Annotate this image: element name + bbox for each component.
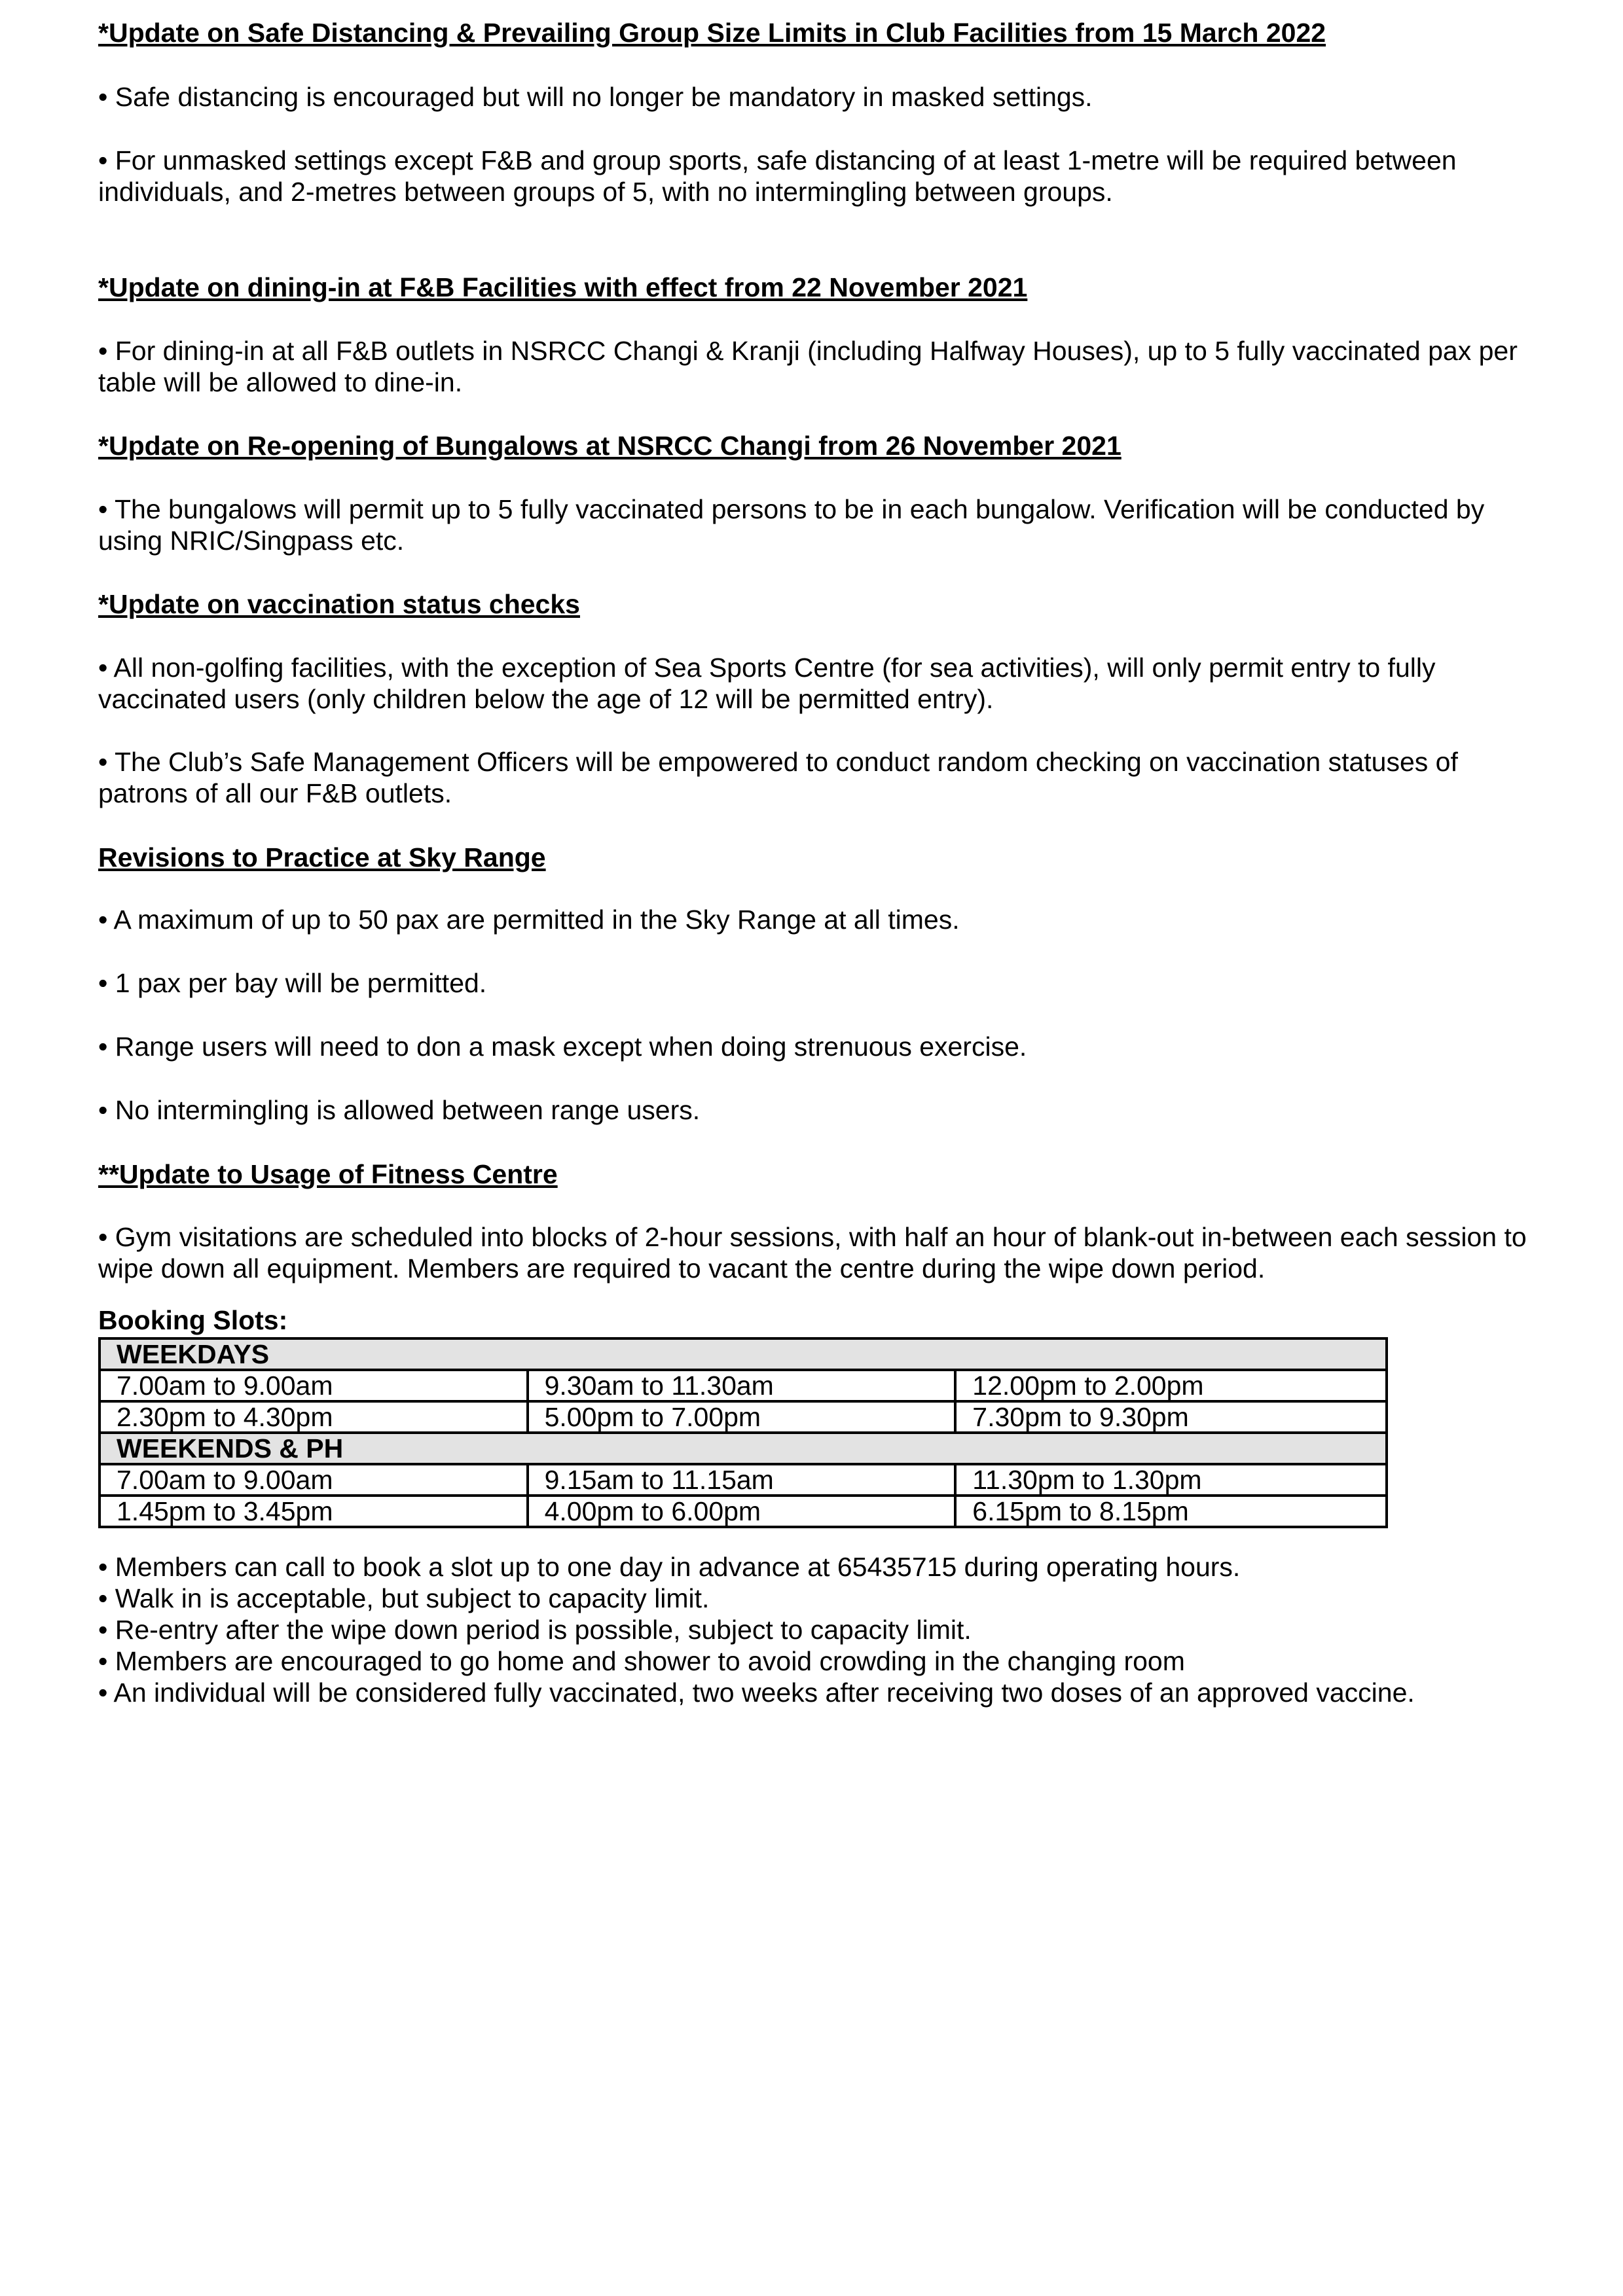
table-group-row	[100, 1433, 1387, 1464]
bullet-sky-range-max: • A maximum of up to 50 pax are permitted in the Sky Range at all times.	[98, 905, 960, 935]
note-walk-in: • Walk in is acceptable, but subject to capacity limit.	[98, 1583, 710, 1613]
table-group-row	[100, 1338, 1387, 1370]
table-row	[100, 1464, 1387, 1496]
slot-cell: 4.00pm to 6.00pm	[528, 1496, 956, 1527]
section-heading-fitness-centre: **Update to Usage of Fitness Centre	[98, 1159, 558, 1189]
slot-cell: 7.30pm to 9.30pm	[955, 1401, 1387, 1433]
bullet-sky-range-intermingling: • No intermingling is allowed between range users.	[98, 1095, 701, 1125]
bullet-sky-range-mask: • Range users will need to don a mask except when doing strenuous exercise.	[98, 1031, 1027, 1062]
group-label-weekends-ph: WEEKENDS & PH	[100, 1433, 1387, 1464]
slot-cell: 9.15am to 11.15am	[528, 1464, 956, 1496]
bullet-bungalows: • The bungalows will permit up to 5 fully vaccinated persons to be in each bungalow. Verification will be conducted by using NRIC/Singpass etc.	[98, 494, 1485, 556]
booking-slots-table	[98, 1337, 1388, 1528]
slot-cell: 7.00am to 9.00am	[100, 1370, 528, 1401]
bullet-vaccination-entry: • All non-golfing facilities, with the exception of Sea Sports Centre (for sea activities), will only permit entry to fully vaccinated users (only children below the age of 12 will be permitted entry).	[98, 653, 1436, 714]
table-row	[100, 1496, 1387, 1527]
section-heading-dining-in: *Update on dining-in at F&B Facilities with effect from 22 November 2021	[98, 272, 1028, 302]
booking-slots-title: Booking Slots:	[98, 1305, 288, 1335]
section-heading-bungalows: *Update on Re-opening of Bungalows at NSRCC Changi from 26 November 2021	[98, 431, 1122, 461]
bullet-safe-management-officers: • The Club’s Safe Management Officers will be empowered to conduct random checking on vaccination statuses of patrons of all our F&B outlets.	[98, 747, 1458, 808]
slot-cell: 2.30pm to 4.30pm	[100, 1401, 528, 1433]
section-heading-safe-distancing: *Update on Safe Distancing & Prevailing Group Size Limits in Club Facilities from 15 March 2022	[98, 18, 1326, 48]
booking-notes	[98, 1551, 1539, 1708]
note-call-to-book: • Members can call to book a slot up to one day in advance at 65435715 during operating hours.	[98, 1552, 1241, 1582]
table-row	[100, 1401, 1387, 1433]
slot-cell: 6.15pm to 8.15pm	[955, 1496, 1387, 1527]
note-re-entry: • Re-entry after the wipe down period is possible, subject to capacity limit.	[98, 1615, 972, 1645]
slot-cell: 12.00pm to 2.00pm	[955, 1370, 1387, 1401]
bullet-safe-distancing-unmasked: • For unmasked settings except F&B and group sports, safe distancing of at least 1-metre will be required between individuals, and 2-metres between groups of 5, with no intermingling between groups.	[98, 145, 1457, 207]
slot-cell: 5.00pm to 7.00pm	[528, 1401, 956, 1433]
section-heading-vaccination-checks: *Update on vaccination status checks	[98, 589, 580, 619]
slot-cell: 9.30am to 11.30am	[528, 1370, 956, 1401]
bullet-sky-range-per-bay: • 1 pax per bay will be permitted.	[98, 968, 487, 998]
bullet-safe-distancing-masked: • Safe distancing is encouraged but will no longer be mandatory in masked settings.	[98, 82, 1093, 112]
slot-cell: 7.00am to 9.00am	[100, 1464, 528, 1496]
group-label-weekdays: WEEKDAYS	[100, 1338, 1387, 1370]
table-row	[100, 1370, 1387, 1401]
slot-cell: 1.45pm to 3.45pm	[100, 1496, 528, 1527]
note-shower-home: • Members are encouraged to go home and shower to avoid crowding in the changing room	[98, 1646, 1185, 1676]
note-fully-vaccinated-definition: • An individual will be considered fully vaccinated, two weeks after receiving two doses of an approved vaccine.	[98, 1677, 1415, 1708]
slot-cell: 11.30pm to 1.30pm	[955, 1464, 1387, 1496]
bullet-dining-in: • For dining-in at all F&B outlets in NSRCC Changi & Kranji (including Halfway Houses), up to 5 fully vaccinated pax per table will be allowed to dine-in.	[98, 336, 1518, 397]
bullet-gym-visitations: • Gym visitations are scheduled into blocks of 2-hour sessions, with half an hour of blank-out in-between each session to wipe down all equipment. Members are required to vacant the centre during the wipe down period.	[98, 1222, 1527, 1283]
section-heading-sky-range: Revisions to Practice at Sky Range	[98, 842, 546, 872]
